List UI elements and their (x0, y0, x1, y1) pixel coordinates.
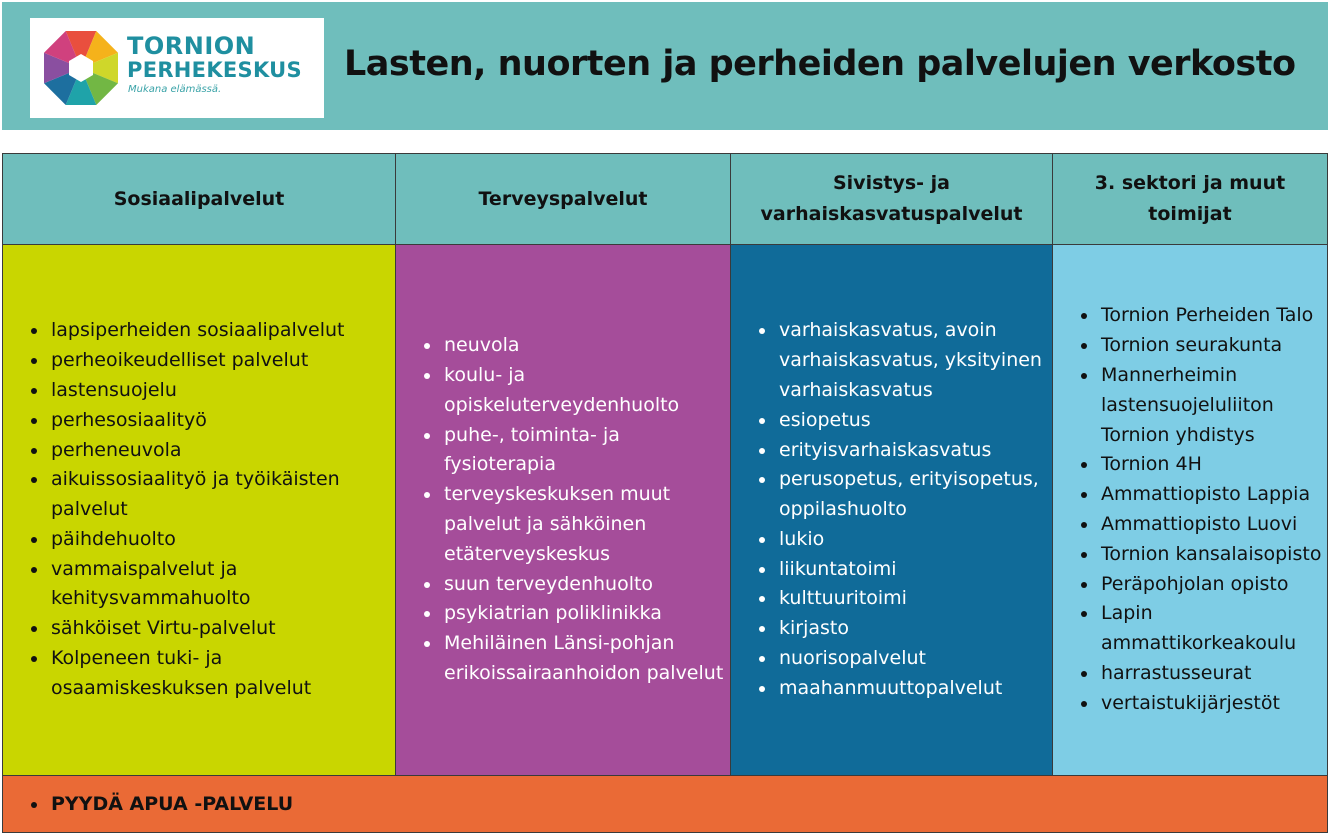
list-item: terveyskeskuksen muut palvelut ja sähköinen etäterveyskeskus (444, 480, 730, 569)
footer-item: PYYDÄ APUA -PALVELU (51, 793, 294, 815)
list-item: suun terveydenhuolto (444, 570, 730, 600)
list-item: Tornion 4H (1101, 450, 1327, 480)
list-item: liikuntatoimi (779, 555, 1052, 585)
list-3-sektori (1053, 301, 1327, 718)
column-header-sivistys: Sivistys- ja varhaiskasvatuspalvelut (730, 153, 1053, 245)
logo-text-perhekeskus: PERHEKESKUS (127, 58, 302, 82)
column-body-sosiaalipalvelut (2, 244, 396, 776)
list-item: päihdehuolto (51, 525, 395, 555)
list-sosiaalipalvelut (3, 316, 395, 703)
column-header-sosiaalipalvelut: Sosiaalipalvelut (2, 153, 396, 245)
page-title: Lasten, nuorten ja perheiden palvelujen verkosto (344, 44, 1296, 84)
logo (30, 18, 324, 118)
header-banner (2, 2, 1328, 130)
column-body-3-sektori (1052, 244, 1328, 776)
list-item: koulu- ja opiskeluterveydenhuolto (444, 361, 730, 421)
list-item: Lapin ammattikorkeakoulu (1101, 599, 1327, 659)
perhekeskus-logo-icon (40, 27, 122, 109)
list-item: erityisvarhaiskasvatus (779, 436, 1052, 466)
column-header-terveyspalvelut: Terveyspalvelut (395, 153, 731, 245)
logo-tagline: Mukana elämässä. (128, 84, 222, 95)
list-item: puhe-, toiminta- ja fysioterapia (444, 421, 730, 481)
list-item: aikuissosiaalityö ja työikäisten palvelut (51, 465, 395, 525)
list-item: nuorisopalvelut (779, 644, 1052, 674)
list-item: Mannerheimin lastensuojeluliiton Tornion yhdistys (1101, 361, 1327, 450)
list-item: Kolpeneen tuki- ja osaamiskeskuksen palvelut (51, 644, 395, 704)
list-item: psykiatrian poliklinikka (444, 599, 730, 629)
list-terveyspalvelut (396, 331, 730, 689)
footer-bar (2, 775, 1328, 833)
list-item: vammaispalvelut ja kehitysvammahuolto (51, 555, 395, 615)
list-item: Tornion seurakunta (1101, 331, 1327, 361)
column-body-terveyspalvelut (395, 244, 731, 776)
list-item: esiopetus (779, 406, 1052, 436)
list-item: perhesosiaalityö (51, 406, 395, 436)
list-item: kirjasto (779, 614, 1052, 644)
list-item: neuvola (444, 331, 730, 361)
list-item: sähköiset Virtu-palvelut (51, 614, 395, 644)
list-item: perusopetus, erityisopetus, oppilashuolto (779, 465, 1052, 525)
list-item: Tornion kansalaisopisto (1101, 540, 1327, 570)
list-item: varhaiskasvatus, avoin varhaiskasvatus, yksityinen varhaiskasvatus (779, 316, 1052, 405)
column-header-3-sektori: 3. sektori ja muut toimijat (1052, 153, 1328, 245)
list-item: lapsiperheiden sosiaalipalvelut (51, 316, 395, 346)
list-item: lastensuojelu (51, 376, 395, 406)
list-sivistys (731, 316, 1052, 703)
list-item: vertaistukijärjestöt (1101, 689, 1327, 719)
logo-text-tornion: TORNION (127, 32, 256, 60)
list-item: Peräpohjolan opisto (1101, 570, 1327, 600)
list-item: perheoikeudelliset palvelut (51, 346, 395, 376)
list-item: perheneuvola (51, 436, 395, 466)
column-body-sivistys (730, 244, 1053, 776)
list-item: Tornion Perheiden Talo (1101, 301, 1327, 331)
list-item: lukio (779, 525, 1052, 555)
list-item: harrastusseurat (1101, 659, 1327, 689)
list-item: maahanmuuttopalvelut (779, 674, 1052, 704)
list-item: kulttuuritoimi (779, 584, 1052, 614)
list-item: Ammattiopisto Lappia (1101, 480, 1327, 510)
services-table (2, 153, 1328, 833)
list-item: Mehiläinen Länsi-pohjan erikoissairaanhoidon palvelut (444, 629, 730, 689)
list-item: Ammattiopisto Luovi (1101, 510, 1327, 540)
